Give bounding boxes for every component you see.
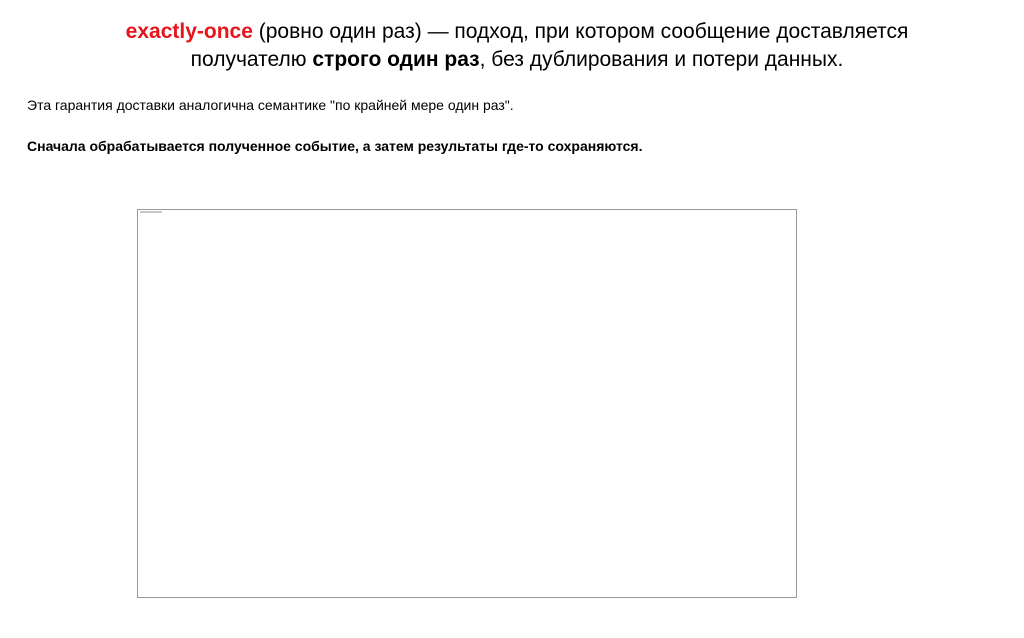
title-line2-bold: строго один раз xyxy=(312,48,480,71)
delivery-guarantee-note: Эта гарантия доставки аналогична семантике "по крайней мере один раз". xyxy=(27,97,514,113)
slide-title xyxy=(60,18,974,74)
title-line1-rest: (ровно один раз) — подход, при котором сообщение доставляется xyxy=(252,20,909,43)
diagram-image-frame xyxy=(137,209,797,598)
image-caption-placeholder xyxy=(140,211,162,213)
title-term: exactly-once xyxy=(125,20,253,43)
processing-order-statement: Сначала обрабатывается полученное событие, а затем результаты где-то сохраняются. xyxy=(27,138,643,154)
title-line2-end: , без дублирования и потери данных. xyxy=(479,48,844,71)
title-line2-start: получателю xyxy=(190,48,313,71)
